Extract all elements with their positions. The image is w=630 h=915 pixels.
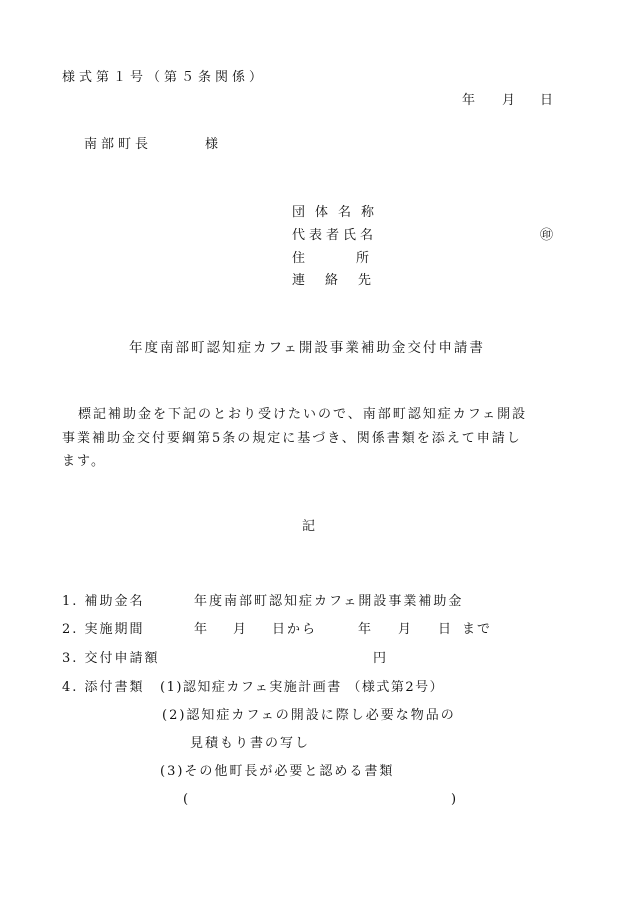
item-3-yen: 円 [373, 651, 387, 666]
address-label: 住所 [292, 251, 421, 266]
item-2-day-from: 日から [272, 622, 318, 637]
document-title: 年度南部町認知症カフェ開設事業補助金交付申請書 [129, 340, 485, 356]
attachment-1: (1)認知症カフェ実施計画書 （様式第2号） [160, 680, 445, 695]
body-line-3: ます。 [62, 454, 106, 469]
body-line-2: 事業補助金交付要綱第5条の規定に基づき、関係書類を添えて申請し [62, 431, 522, 446]
attachment-3: (3)その他町長が必要と認める書類 [160, 764, 395, 779]
item-2-year-2: 年 [358, 622, 372, 637]
body-line-1: 標記補助金を下記のとおり受けたいので、南部町認知症カフェ開設 [78, 407, 528, 422]
attachment-2-line-2: 見積もり書の写し [190, 736, 311, 751]
item-2-month-1: 月 [233, 622, 247, 637]
seal-mark: ㊞ [540, 228, 554, 243]
paren-open: ( [183, 792, 189, 807]
item-4-label: 4. 添付書類 [62, 680, 145, 695]
rep-name-label: 代表者氏名 [292, 228, 378, 243]
paren-close: ) [451, 792, 457, 807]
date-month: 月 [502, 93, 516, 108]
attachment-2-line-1: (2)認知症カフェの開設に際し必要な物品の [162, 708, 456, 723]
form-number: 様式第１号（第５条関係） [62, 70, 267, 85]
addressee-honorific: 様 [205, 137, 219, 152]
item-2-label: 2. 実施期間 [62, 622, 145, 637]
item-2-year-1: 年 [194, 622, 208, 637]
date-year: 年 [462, 93, 476, 108]
addressee-name: 南部町長 [84, 137, 153, 152]
item-3-label: 3. 交付申請額 [62, 651, 160, 666]
item-2-made: まで [462, 622, 493, 637]
item-1-label: 1. 補助金名 [62, 594, 145, 609]
item-2-month-2: 月 [398, 622, 412, 637]
ki-heading: 記 [302, 519, 316, 534]
org-name-label: 団体名称 [292, 205, 385, 220]
item-1-value: 年度南部町認知症カフェ開設事業補助金 [194, 594, 464, 609]
date-day: 日 [540, 93, 554, 108]
item-2-day-2: 日 [438, 622, 452, 637]
contact-label: 連絡先 [292, 273, 392, 288]
